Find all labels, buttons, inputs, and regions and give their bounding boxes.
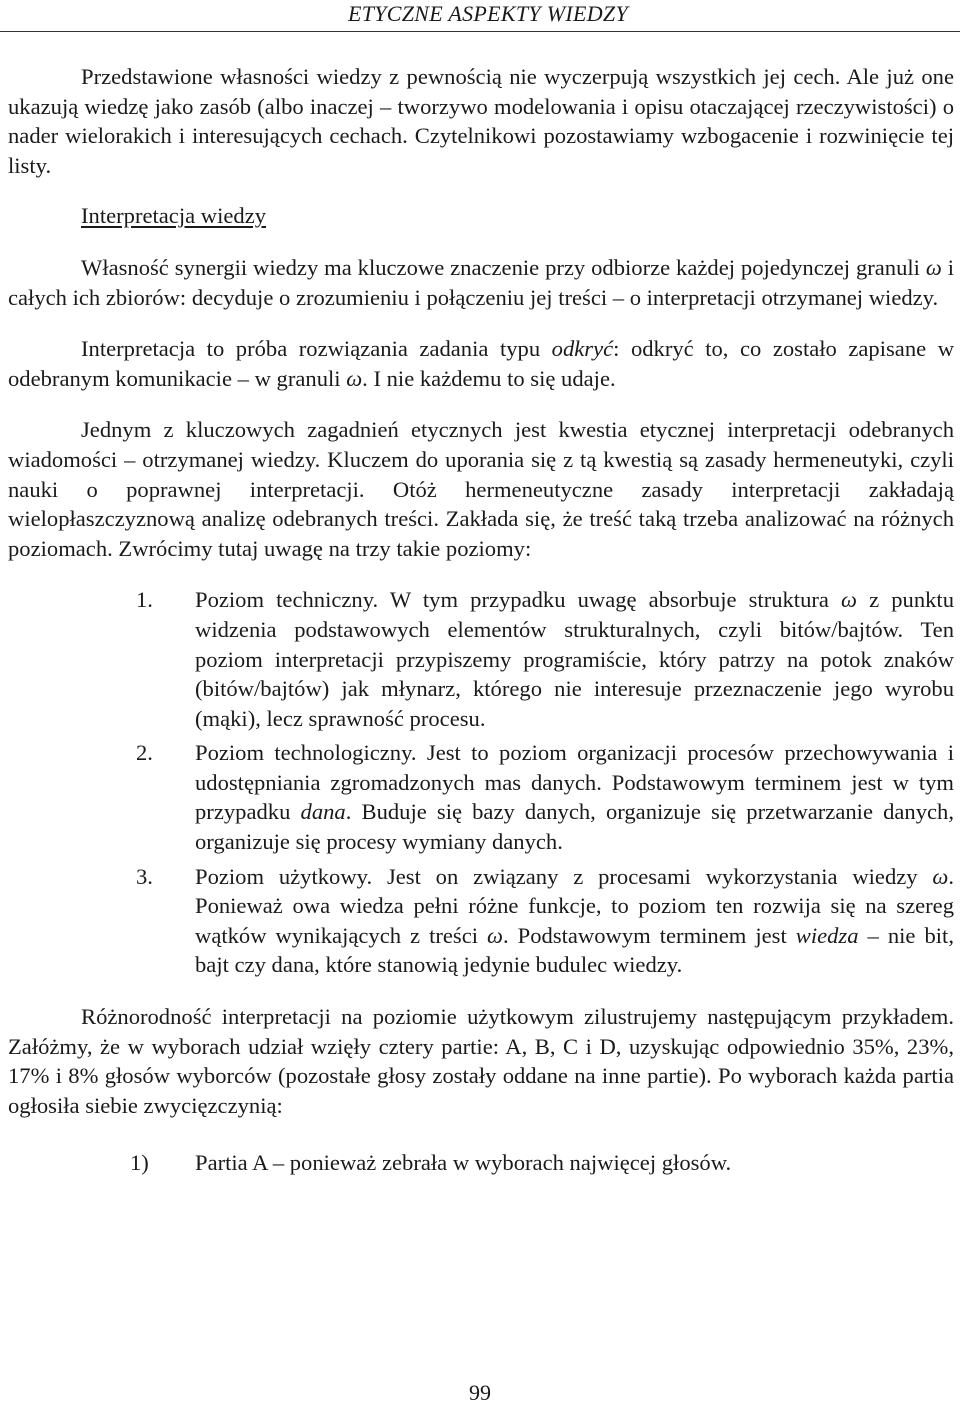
page-number: 99 xyxy=(469,1380,491,1405)
omega-symbol: ω xyxy=(346,365,363,391)
example-text: Partia A – ponieważ zebrała w wyborach najwięcej głosów. xyxy=(195,1150,732,1176)
header-rule xyxy=(0,31,960,32)
list-item-number: 1. xyxy=(136,587,153,613)
section-heading: Interpretacja wiedzy xyxy=(81,203,267,229)
running-header-title: ETYCZNE ASPEKTY WIEDZY xyxy=(347,1,628,26)
page-body xyxy=(8,62,954,1178)
list-item-number: 2. xyxy=(136,740,153,766)
omega-symbol: ω xyxy=(841,587,857,613)
omega-symbol: ω xyxy=(932,863,949,889)
term-odkryc: odkryć xyxy=(551,336,614,362)
level-text-b: . Ponieważ owa wiedza pełni różne funkcje, to poziom ten rozwija się na szereg wątków wynikających z treści xyxy=(195,863,954,948)
interpretation-paragraph xyxy=(8,334,954,393)
list-item xyxy=(8,738,954,856)
list-item xyxy=(8,585,954,733)
level-text-c: . Podstawowym terminem jest xyxy=(503,922,796,948)
ethics-paragraph: Jednym z kluczowych zagadnień etycznych jest kwestia etycznej interpretacji odebranych wiadomości – otrzymanej wiedzy. Kluczem do uporania się z tą kwestią są zasady hermeneutyki, czyli nauki o poprawnej interpretacji. Otóż hermeneutyczne zasady interpretacji zakładają wielopłaszczyznową analizę odebranych treści. Zakłada się, że treść taką trzeba analizować na różnych poziomach. Zwrócimy tutaj uwagę na trzy takie poziomy: xyxy=(8,417,954,561)
level-text-b: . Buduje się bazy danych, organizuje się przetwarzanie danych, organizuje się procesy wymiany danych. xyxy=(195,799,955,855)
list-item-number: 3. xyxy=(136,863,153,889)
omega-symbol: ω xyxy=(925,254,942,280)
term-dana: dana xyxy=(300,799,346,825)
example-list xyxy=(8,1148,954,1178)
omega-symbol: ω xyxy=(487,922,503,948)
synergy-text-a: Własność synergii wiedzy ma kluczowe znaczenie przy odbiorze każdej pojedynczej granuli xyxy=(81,254,926,280)
running-header xyxy=(0,0,960,34)
diversity-paragraph: Różnorodność interpretacji na poziomie użytkowym zilustrujemy następującym przykładem. Załóżmy, że w wyborach udział wzięły cztery partie: A, B, C i D, uzyskując odpowiednio 35%, 23%, 17% i 8% głosów wyborców (pozostałe głosy zostały oddane na inne partie). Po wyborach każda partia ogłosiła siebie zwycięzczynią: xyxy=(8,1004,954,1118)
list-item-number: 1) xyxy=(130,1150,149,1176)
intro-paragraph: Przedstawione własności wiedzy z pewnością nie wyczerpują wszystkich jej cech. Ale już one ukazują wiedzę jako zasób (albo inaczej – tworzywo modelowania i opisu otaczającej rzeczywistości) o nader wielorakich i interesujących cechach. Czytelnikowi pozostawiamy wzbogacenie i rozwinięcie tej listy. xyxy=(8,64,954,178)
level-text-a: Poziom techniczny. W tym przypadku uwagę absorbuje struktura xyxy=(195,587,842,613)
level-text-b: z punktu widzenia podstawowych elementów strukturalnych, czyli bitów/bajtów. Ten poziom interpretacji przypiszemy programiście, który patrzy na potok znaków (bitów/bajtów) jak młynarz, którego nie interesuje przeznaczenie jego wyrobu (mąki), lecz sprawność procesu. xyxy=(195,587,954,731)
interpretation-text-b: : odkryć to, co zostało zapisane w odebranym komunikacie – w granuli xyxy=(8,336,955,391)
synergy-paragraph xyxy=(8,253,954,312)
interpretation-text-a: Interpretacja to próba rozwiązania zadania typu xyxy=(81,336,552,362)
list-item xyxy=(8,862,954,980)
level-text-a: Poziom użytkowy. Jest on związany z procesami wykorzystania wiedzy xyxy=(195,863,933,889)
level-text-d: – nie bit, bajt czy dana, które stanowią jedynie budulec wiedzy. xyxy=(195,922,954,978)
interpretation-text-c: . I nie każdemu to się udaje. xyxy=(362,365,616,391)
synergy-text-b: i całych ich zbiorów: decyduje o zrozumieniu i połączeniu jej treści – o interpretacji otrzymanej wiedzy. xyxy=(8,254,954,310)
level-text-a: Poziom technologiczny. Jest to poziom organizacji procesów przechowywania i udostępniania zgromadzonych mas danych. Podstawowym terminem jest w tym przypadku xyxy=(195,740,954,825)
list-item xyxy=(8,1148,954,1178)
term-wiedza: wiedza xyxy=(795,922,859,948)
levels-list xyxy=(8,585,954,980)
